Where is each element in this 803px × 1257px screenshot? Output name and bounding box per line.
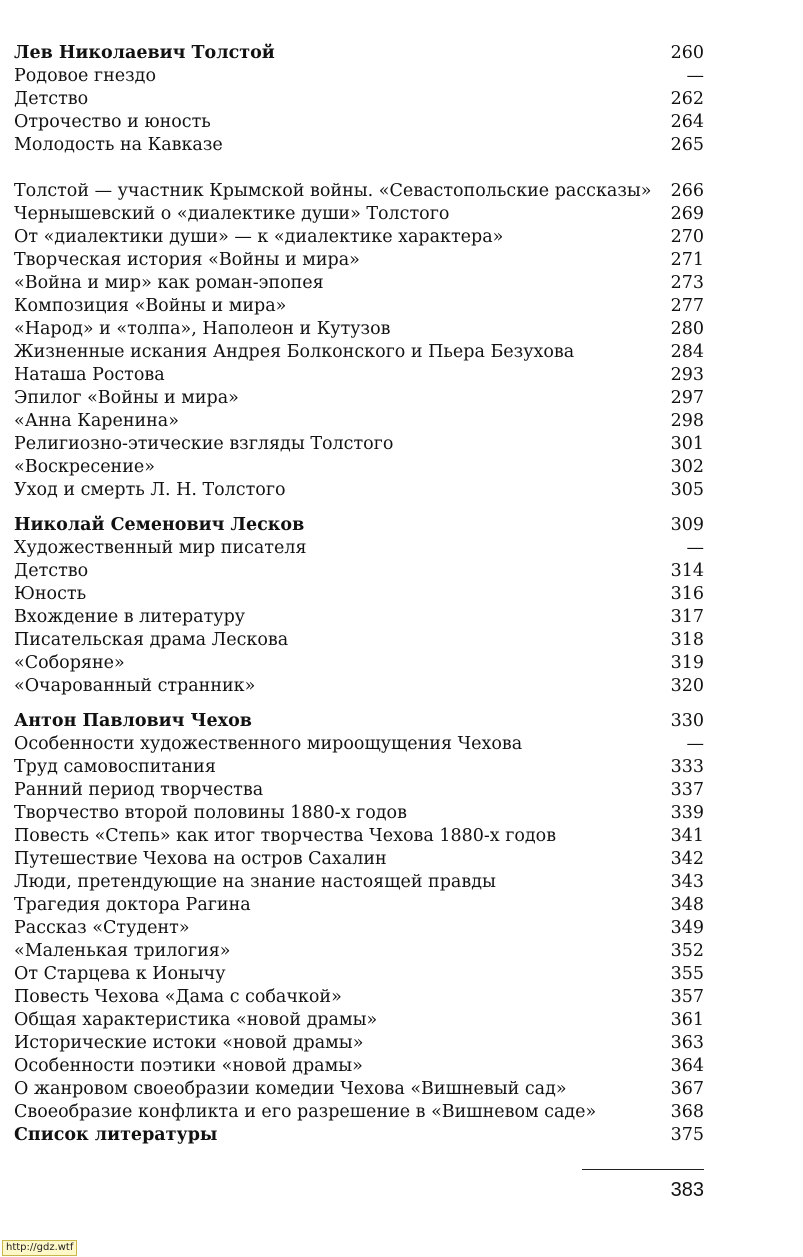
dot-leader [185, 410, 660, 433]
dot-leader [171, 364, 660, 387]
toc-entry[interactable] [14, 134, 704, 157]
dot-leader [92, 583, 660, 606]
entry-page-number: 277 [670, 296, 704, 316]
dot-leader [348, 986, 660, 1009]
toc-entry[interactable] [14, 295, 704, 318]
toc-entry[interactable] [14, 479, 704, 502]
dot-leader [562, 825, 660, 848]
entry-page-number: — [686, 66, 704, 86]
dot-leader [294, 629, 660, 652]
toc-entry[interactable] [14, 249, 704, 272]
entry-title: Повесть «Степь» как итог творчества Чехова 1880-х годов [14, 826, 557, 846]
dot-leader [310, 514, 660, 537]
entry-title: Наташа Ростова [14, 365, 165, 385]
entry-page-number: 357 [670, 987, 704, 1007]
dot-leader [236, 940, 660, 963]
entry-page-number: 349 [670, 918, 704, 938]
toc-entry[interactable] [14, 940, 704, 963]
dot-leader [251, 606, 660, 629]
toc-entry[interactable] [14, 226, 704, 249]
entry-title: «Народ» и «толпа», Наполеон и Кутузов [14, 319, 391, 339]
entry-page-number: 280 [670, 319, 704, 339]
toc-entry[interactable] [14, 272, 704, 295]
entry-page-number: 364 [670, 1056, 704, 1076]
entry-title: Особенности поэтики «новой драмы» [14, 1056, 363, 1076]
entry-page-number: 363 [670, 1033, 704, 1053]
entry-title: Исторические истоки «новой драмы» [14, 1033, 364, 1053]
dot-leader [217, 111, 660, 134]
toc-entry[interactable] [14, 456, 704, 479]
entry-page-number: 375 [670, 1125, 704, 1145]
entry-title: «Анна Каренина» [14, 411, 179, 431]
toc-entry[interactable] [14, 341, 704, 364]
page-number: 383 [670, 1179, 704, 1201]
entry-page-number: 270 [670, 227, 704, 247]
entry-page-number: 368 [670, 1102, 704, 1122]
entry-page-number: 355 [670, 964, 704, 984]
dot-leader [366, 249, 660, 272]
entry-title: Лев Николаевич Толстой [14, 43, 275, 63]
toc-entry[interactable] [14, 537, 704, 560]
entry-page-number: 266 [670, 181, 704, 201]
entry-title: «Соборяне» [14, 653, 125, 673]
entry-title: Список литературы [14, 1125, 218, 1145]
entry-title: Детство [14, 561, 89, 581]
toc-entry[interactable] [14, 1032, 704, 1055]
toc-entry[interactable] [14, 1078, 704, 1101]
entry-title: Трагедия доктора Рагина [14, 895, 251, 915]
entry-title: Родовое гнездо [14, 66, 156, 86]
dot-leader [245, 387, 660, 410]
toc-entry[interactable] [14, 894, 704, 917]
dot-leader [94, 88, 660, 111]
watermark-link[interactable]: http://gdz.wtf [2, 1240, 77, 1256]
entry-title: Повесть Чехова «Дама с собачкой» [14, 987, 342, 1007]
entry-title: Ранний период творчества [14, 780, 264, 800]
toc-entry[interactable] [14, 986, 704, 1009]
dot-leader [455, 203, 660, 226]
toc-entry[interactable] [14, 871, 704, 894]
entry-title: Толстой — участник Крымской войны. «Севастопольские рассказы» [14, 181, 652, 201]
dot-leader [94, 560, 660, 583]
entry-page-number: 309 [670, 515, 704, 535]
toc-heading-entry[interactable] [14, 42, 704, 65]
entry-page-number: 293 [670, 365, 704, 385]
entry-title: О жанровом своеобразии комедии Чехова «Вишневый сад» [14, 1079, 567, 1099]
entry-title: Композиция «Войны и мира» [14, 296, 287, 316]
entry-title: Молодость на Кавказе [14, 135, 223, 155]
entry-page-number: 343 [670, 872, 704, 892]
entry-page-number: 367 [670, 1079, 704, 1099]
entry-title: Религиозно-этические взгляды Толстого [14, 434, 394, 454]
toc-entry[interactable] [14, 917, 704, 940]
entry-title: «Очарованный странник» [14, 676, 256, 696]
dot-leader [281, 42, 660, 65]
entry-title: Вхождение в литературу [14, 607, 246, 627]
toc-section [14, 514, 704, 698]
dot-leader [196, 917, 660, 940]
toc-entry[interactable] [14, 848, 704, 871]
entry-title: Жизненные искания Андрея Болконского и Пьера Безухова [14, 342, 575, 362]
dot-leader [313, 537, 661, 560]
entry-page-number: 320 [670, 676, 704, 696]
toc-entry[interactable] [14, 560, 704, 583]
entry-title: Юность [14, 584, 87, 604]
toc-entry[interactable] [14, 825, 704, 848]
entry-title: Чернышевский о «диалектике души» Толстого [14, 204, 450, 224]
entry-page-number: 361 [670, 1010, 704, 1030]
entry-title: Люди, претендующие на знание настоящей правды [14, 872, 496, 892]
entry-title: «Война и мир» как роман-эпопея [14, 273, 324, 293]
entry-page-number: 271 [670, 250, 704, 270]
dot-leader [232, 963, 660, 986]
dot-leader [393, 848, 660, 871]
toc-entry[interactable] [14, 733, 704, 756]
dot-leader [269, 779, 660, 802]
dot-leader [413, 802, 660, 825]
entry-page-number: 284 [670, 342, 704, 362]
dot-leader [602, 1101, 660, 1124]
toc-entry[interactable] [14, 652, 704, 675]
entry-page-number: 348 [670, 895, 704, 915]
entry-title: Детство [14, 89, 89, 109]
entry-page-number: 262 [670, 89, 704, 109]
entry-page-number: — [686, 734, 704, 754]
entry-title: От Старцева к Ионычу [14, 964, 226, 984]
entry-page-number: 317 [670, 607, 704, 627]
dot-leader [229, 134, 660, 157]
entry-title: Антон Павлович Чехов [14, 711, 252, 731]
dot-leader [257, 894, 660, 917]
dot-leader [292, 479, 660, 502]
toc-section [14, 42, 704, 502]
toc-heading-entry[interactable] [14, 514, 704, 537]
toc-entry[interactable] [14, 1055, 704, 1078]
dot-leader [222, 756, 660, 779]
entry-page-number: 319 [670, 653, 704, 673]
entry-page-number: 269 [670, 204, 704, 224]
dot-leader [330, 272, 660, 295]
footer-rule [582, 1169, 704, 1170]
toc-entry[interactable] [14, 111, 704, 134]
dot-leader [580, 341, 660, 364]
toc-entry[interactable] [14, 629, 704, 652]
entry-page-number: 305 [670, 480, 704, 500]
entry-title: Особенности художественного мироощущения Чехова [14, 734, 523, 754]
dot-leader [369, 1055, 660, 1078]
entry-title: «Маленькая трилогия» [14, 941, 231, 961]
toc-entry[interactable] [14, 318, 704, 341]
entry-title: Уход и смерть Л. Н. Толстого [14, 480, 286, 500]
entry-page-number: 333 [670, 757, 704, 777]
dot-leader [162, 65, 660, 88]
toc-entry[interactable] [14, 1101, 704, 1124]
toc-section [14, 710, 704, 1147]
toc-entry[interactable] [14, 756, 704, 779]
entry-title: Эпилог «Войны и мира» [14, 388, 239, 408]
entry-page-number: 337 [670, 780, 704, 800]
entry-page-number: 302 [670, 457, 704, 477]
table-of-contents [14, 42, 704, 1159]
entry-title: Творчество второй половины 1880-х годов [14, 803, 407, 823]
entry-title: Николай Семенович Лесков [14, 515, 305, 535]
entry-title: Писательская драма Лескова [14, 630, 289, 650]
dot-leader [397, 318, 661, 341]
entry-title: Труд самовоспитания [14, 757, 216, 777]
entry-title: Своеобразие конфликта и его разрешение в «Вишневом саде» [14, 1102, 597, 1122]
toc-entry[interactable] [14, 387, 704, 410]
dot-leader [509, 226, 660, 249]
entry-page-number: 260 [670, 43, 704, 63]
toc-heading-entry[interactable] [14, 1124, 704, 1147]
toc-entry[interactable] [14, 88, 704, 111]
dot-leader [131, 652, 660, 675]
entry-page-number: 265 [670, 135, 704, 155]
toc-entry[interactable] [14, 779, 704, 802]
entry-title: Творческая история «Войны и мира» [14, 250, 360, 270]
toc-entry[interactable] [14, 65, 704, 88]
toc-entry[interactable] [14, 963, 704, 986]
dot-leader [502, 871, 660, 894]
entry-title: Рассказ «Студент» [14, 918, 190, 938]
dot-leader [369, 1032, 660, 1055]
entry-title: Художественный мир писателя [14, 538, 307, 558]
dot-leader [399, 433, 660, 456]
entry-title: «Воскресение» [14, 457, 155, 477]
entry-page-number: 318 [670, 630, 704, 650]
entry-page-number: 339 [670, 803, 704, 823]
toc-entry[interactable] [14, 364, 704, 387]
entry-page-number: 330 [670, 711, 704, 731]
toc-entry[interactable] [14, 157, 704, 203]
entry-page-number: 298 [670, 411, 704, 431]
toc-entry[interactable] [14, 410, 704, 433]
dot-leader [528, 733, 660, 756]
toc-heading-entry[interactable] [14, 710, 704, 733]
entry-page-number: 297 [670, 388, 704, 408]
toc-entry[interactable] [14, 606, 704, 629]
entry-title: Отрочество и юность [14, 112, 211, 132]
toc-entry[interactable] [14, 203, 704, 226]
entry-page-number: 314 [670, 561, 704, 581]
dot-leader [161, 456, 660, 479]
entry-page-number: 342 [670, 849, 704, 869]
dot-leader [573, 1078, 660, 1101]
entry-title: Путешествие Чехова на остров Сахалин [14, 849, 387, 869]
toc-entry[interactable] [14, 675, 704, 698]
entry-page-number: 341 [670, 826, 704, 846]
entry-title: Общая характеристика «новой драмы» [14, 1010, 378, 1030]
entry-page-number: 352 [670, 941, 704, 961]
entry-page-number: 301 [670, 434, 704, 454]
entry-page-number: 264 [670, 112, 704, 132]
toc-entry[interactable] [14, 802, 704, 825]
dot-leader [383, 1009, 660, 1032]
toc-entry[interactable] [14, 583, 704, 606]
entry-page-number: — [686, 538, 704, 558]
dot-leader [223, 1124, 660, 1147]
toc-entry[interactable] [14, 1009, 704, 1032]
entry-title: От «диалектики души» — к «диалектике характера» [14, 227, 504, 247]
dot-leader [292, 295, 660, 318]
dot-leader [258, 710, 660, 733]
toc-entry[interactable] [14, 433, 704, 456]
dot-leader [261, 675, 660, 698]
entry-page-number: 273 [670, 273, 704, 293]
entry-page-number: 316 [670, 584, 704, 604]
